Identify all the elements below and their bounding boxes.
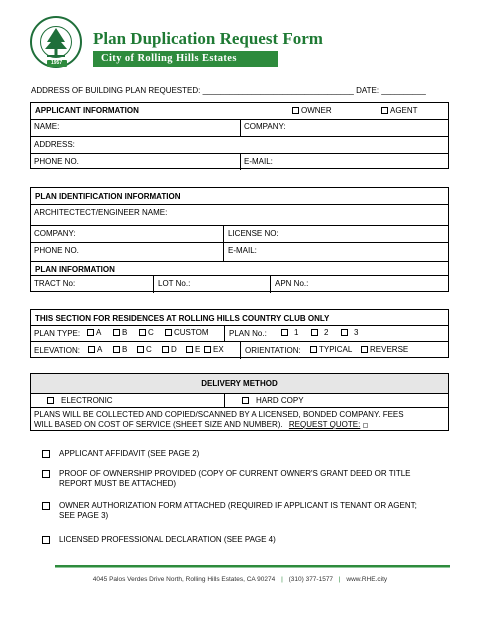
request-quote-label: REQUEST QUOTE:: [288, 420, 361, 429]
applicant-section: [30, 102, 449, 169]
orientation-label: ORIENTATION:: [245, 346, 301, 355]
plan-company-field[interactable]: COMPANY:: [34, 229, 76, 238]
elevation-c-option[interactable]: [137, 346, 152, 354]
address-field[interactable]: ADDRESS:: [34, 140, 75, 149]
architect-row: [31, 204, 448, 226]
elevation-d-option[interactable]: [162, 346, 177, 354]
checklist-item-label-cont: REPORT MUST BE ATTACHED): [59, 479, 177, 488]
checkbox-icon: [139, 329, 146, 336]
plan-type-custom-option[interactable]: [165, 329, 209, 337]
elevation-a-option[interactable]: [88, 346, 102, 354]
elevation-ex-option[interactable]: [204, 346, 224, 354]
subtitle: City of Rolling Hills Estates: [101, 53, 237, 64]
elevation-e-label: E: [195, 345, 201, 354]
elevation-c-label: C: [146, 345, 152, 354]
phone-email-row: [31, 153, 448, 170]
checkbox-icon: [113, 346, 120, 353]
tract-field[interactable]: TRACT No:: [34, 279, 76, 288]
owner-checkbox[interactable]: [292, 107, 332, 115]
apn-field[interactable]: APN No.:: [275, 279, 309, 288]
plan-phone-email-row: [31, 242, 448, 262]
tract-lot-apn-row: [31, 275, 448, 293]
orientation-reverse-option[interactable]: [361, 346, 408, 354]
checkbox-icon: [87, 329, 94, 336]
checkbox-icon: [165, 329, 172, 336]
name-company-row: [31, 119, 448, 137]
checkbox-icon: [42, 470, 50, 478]
elevation-b-label: B: [122, 345, 128, 354]
checklist-item-label: PROOF OF OWNERSHIP PROVIDED (COPY OF CURRENT OWNER'S GRANT DEED OR TITLE: [59, 469, 411, 478]
plan-type-b-label: B: [122, 328, 128, 337]
plan-email-field[interactable]: E-MAIL:: [228, 246, 257, 255]
checkbox-icon: [310, 346, 317, 353]
divider: [240, 342, 241, 359]
elevation-b-option[interactable]: [113, 346, 127, 354]
footer-separator: |: [338, 576, 341, 583]
checkbox-icon: [281, 329, 288, 336]
tree-icon: [32, 18, 80, 66]
plan-type-a-option[interactable]: [87, 329, 101, 337]
delivery-note-line2: [34, 421, 370, 429]
checkbox-icon: [113, 329, 120, 336]
checklist-item-label: APPLICANT AFFIDAVIT (SEE PAGE 2): [59, 449, 200, 458]
divider: [224, 326, 225, 342]
architect-field[interactable]: ARCHITECTECT/ENGINEER NAME:: [34, 208, 168, 217]
footer-website[interactable]: www.RHE.city: [346, 576, 388, 583]
divider: [240, 120, 241, 137]
checkbox-icon: [42, 450, 50, 458]
hard-copy-checkbox[interactable]: [242, 397, 304, 405]
divider: [153, 276, 154, 293]
plan-type-custom-label: CUSTOM: [174, 328, 209, 337]
checkbox-icon: [381, 107, 388, 114]
plan-phone-field[interactable]: PHONE NO.: [34, 246, 79, 255]
delivery-note-line1: PLANS WILL BE COLLECTED AND COPIED/SCANNED BY A LICENSED, BONDED COMPANY. FEES: [34, 410, 404, 419]
company-field[interactable]: COMPANY:: [244, 122, 286, 131]
plan-identification-section: [30, 187, 449, 292]
address-row: [31, 136, 448, 154]
orientation-typical-label: TYPICAL: [319, 345, 353, 354]
divider: [270, 276, 271, 293]
checkbox-icon: [42, 536, 50, 544]
checkbox-icon: [341, 329, 348, 336]
divider: [223, 226, 224, 243]
plan-type-label: PLAN TYPE:: [34, 329, 81, 338]
lot-field[interactable]: LOT No.:: [158, 279, 191, 288]
plan-no-2-option[interactable]: [311, 329, 328, 337]
footer-separator: |: [281, 576, 283, 583]
request-quote-checkbox[interactable]: [363, 423, 368, 428]
elevation-a-label: A: [97, 345, 103, 354]
name-field[interactable]: NAME:: [34, 122, 60, 131]
email-field[interactable]: E-MAIL:: [244, 157, 273, 166]
delivery-note-line2-text: WILL BASED ON COST OF SERVICE (SHEET SIZE AND NUMBER).: [34, 420, 283, 429]
plan-type-a-label: A: [96, 328, 102, 337]
elevation-d-label: D: [171, 345, 177, 354]
delivery-heading-bar: [31, 374, 448, 393]
seal-year: 1957: [51, 60, 63, 66]
divider: [240, 154, 241, 170]
checkbox-icon: [361, 346, 368, 353]
address-of-plan-field[interactable]: ADDRESS OF BUILDING PLAN REQUESTED: __________________________________ DATE: __________: [31, 86, 426, 95]
page-title: Plan Duplication Request Form: [93, 29, 323, 48]
electronic-checkbox[interactable]: [47, 397, 113, 405]
plan-type-c-option[interactable]: [139, 329, 154, 337]
agent-checkbox[interactable]: [381, 107, 418, 115]
footer: [0, 577, 480, 584]
divider: [223, 243, 224, 262]
delivery-section: [30, 373, 449, 431]
checklist-item-label: OWNER AUTHORIZATION FORM ATTACHED (REQUIRED IF APPLICANT IS TENANT OR AGENT;: [59, 501, 417, 510]
divider: [224, 394, 225, 408]
plan-type-b-option[interactable]: [113, 329, 127, 337]
plan-no-3-label: 3: [354, 328, 359, 337]
footer-rule-light: [55, 567, 450, 568]
delivery-options-row: [31, 393, 448, 408]
elevation-label: ELEVATION:: [34, 346, 80, 355]
elevation-ex-label: EX: [213, 345, 224, 354]
footer-phone: (310) 377-1577: [288, 576, 334, 583]
plan-no-label: PLAN No.:: [229, 329, 267, 338]
checkbox-icon: [42, 502, 50, 510]
orientation-typical-option[interactable]: [310, 346, 352, 354]
elevation-e-option[interactable]: [186, 346, 200, 354]
plan-info-heading-row: [31, 261, 448, 276]
hard-copy-label: HARD COPY: [256, 396, 304, 405]
checkbox-icon: [88, 346, 95, 353]
license-field[interactable]: LICENSE NO:: [228, 229, 279, 238]
plan-id-heading: PLAN IDENTIFICATION INFORMATION: [35, 192, 181, 201]
checkbox-icon: [242, 397, 249, 404]
checkbox-icon: [137, 346, 144, 353]
checkbox-icon: [311, 329, 318, 336]
subtitle-banner: [93, 51, 278, 67]
plan-type-row: [31, 325, 448, 342]
plan-no-2-label: 2: [324, 328, 329, 337]
country-club-section: [30, 309, 449, 358]
plan-no-1-option[interactable]: [281, 329, 298, 337]
footer-address: 4045 Palos Verdes Drive North, Rolling Hills Estates, CA 90274: [92, 576, 276, 583]
orientation-reverse-label: REVERSE: [370, 345, 409, 354]
plan-info-heading: PLAN INFORMATION: [35, 265, 115, 274]
checkbox-icon: [162, 346, 169, 353]
phone-field[interactable]: PHONE NO.: [34, 157, 79, 166]
checkbox-icon: [204, 346, 211, 353]
electronic-label: ELECTRONIC: [61, 396, 113, 405]
seal-year-banner: [47, 60, 67, 67]
checklist-item-label: LICENSED PROFESSIONAL DECLARATION (SEE PAGE 4): [59, 535, 276, 544]
plan-no-3-option[interactable]: [341, 329, 358, 337]
applicant-heading: APPLICANT INFORMATION: [35, 106, 139, 115]
checklist-item-label-cont: SEE PAGE 3): [59, 511, 109, 520]
owner-label: OWNER: [301, 106, 332, 115]
checkbox-icon: [47, 397, 54, 404]
agent-label: AGENT: [390, 106, 418, 115]
elevation-row: [31, 341, 448, 359]
delivery-note-row: [31, 407, 448, 432]
club-heading: THIS SECTION FOR RESIDENCES AT ROLLING HILLS COUNTRY CLUB ONLY: [35, 314, 330, 323]
company-license-row: [31, 225, 448, 243]
checkbox-icon: [292, 107, 299, 114]
checkbox-icon: [186, 346, 193, 353]
plan-no-1-label: 1: [294, 328, 299, 337]
delivery-heading: DELIVERY METHOD: [201, 379, 278, 388]
plan-type-c-label: C: [148, 328, 154, 337]
